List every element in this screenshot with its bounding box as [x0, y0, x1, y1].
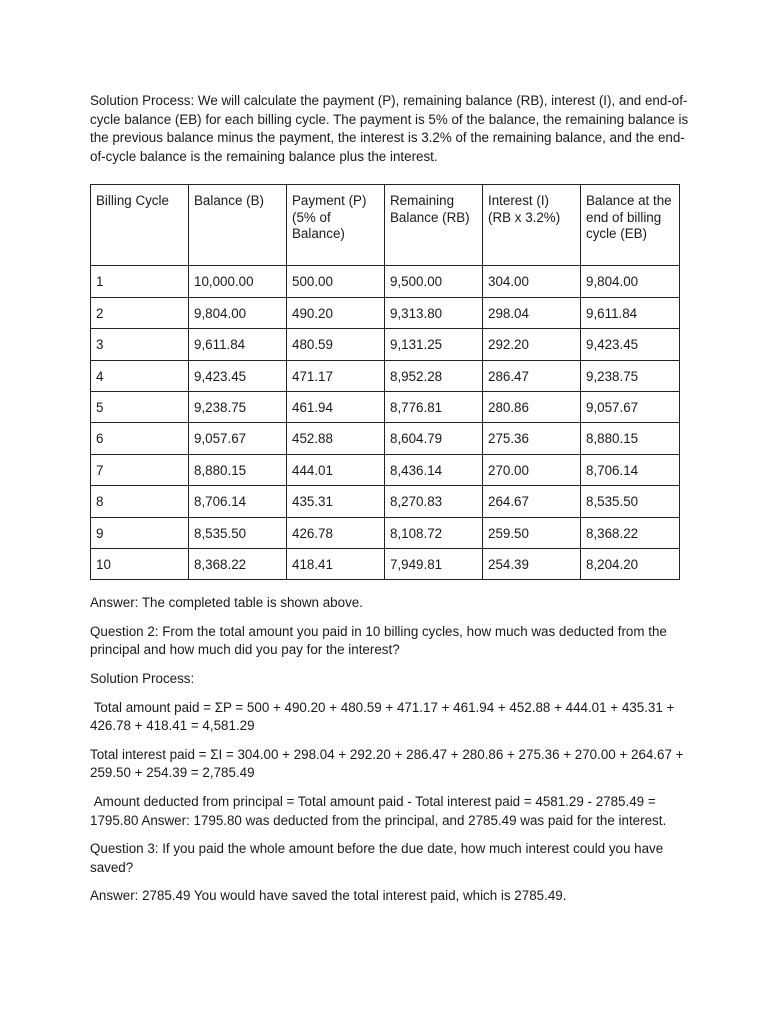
header-billing-cycle: Billing Cycle: [91, 185, 189, 266]
billing-table: [90, 184, 680, 580]
table-cell: 280.86: [483, 391, 581, 422]
table-cell: 444.01: [287, 454, 385, 485]
table-row: [91, 517, 680, 548]
table-cell: 9,131.25: [385, 329, 483, 360]
table-cell: 435.31: [287, 486, 385, 517]
table-row: [91, 329, 680, 360]
table-cell: 7,949.81: [385, 548, 483, 579]
total-paid-equation: Total amount paid = ΣP = 500 + 490.20 + 480.59 + 471.17 + 461.94 + 452.88 + 444.01 + 435.31 + 426.78 + 418.41 = 4,581.29: [90, 699, 679, 734]
header-remaining-balance: Remaining Balance (RB): [385, 185, 483, 266]
header-interest: Interest (I) (RB x 3.2%): [483, 185, 581, 266]
header-end-balance: Balance at the end of billing cycle (EB): [581, 185, 680, 266]
table-cell: 304.00: [483, 266, 581, 297]
table-cell: 8,270.83: [385, 486, 483, 517]
table-cell: 9,057.67: [581, 391, 680, 422]
table-cell: 10: [91, 548, 189, 579]
header-payment: Payment (P) (5% of Balance): [287, 185, 385, 266]
table-cell: 8,706.14: [189, 486, 287, 517]
table-cell: 500.00: [287, 266, 385, 297]
table-cell: 8,204.20: [581, 548, 680, 579]
table-cell: 254.39: [483, 548, 581, 579]
table-cell: 8,880.15: [581, 423, 680, 454]
answer-3: Answer: 2785.49 You would have saved the total interest paid, which is 2785.49.: [90, 888, 567, 904]
table-cell: 490.20: [287, 297, 385, 328]
table-cell: 8,952.28: [385, 360, 483, 391]
table-cell: 9,238.75: [189, 391, 287, 422]
table-row: [91, 297, 680, 328]
table-cell: 9,804.00: [189, 297, 287, 328]
table-cell: 9,423.45: [581, 329, 680, 360]
table-cell: 259.50: [483, 517, 581, 548]
table-cell: 8,535.50: [189, 517, 287, 548]
table-cell: 9,423.45: [189, 360, 287, 391]
intro-paragraph: Solution Process: We will calculate the payment (P), remaining balance (RB), interest (I), and end-of-cycle balance (EB) for each billing cycle. The payment is 5% of the balance, the remaining balance is the previous balance minus the payment, the interest is 3.2% of the remaining balance, and the end-of-cycle balance is the remaining balance plus the interest.: [90, 93, 689, 164]
table-cell: 5: [91, 391, 189, 422]
answer-1: Answer: The completed table is shown above.: [90, 595, 363, 611]
table-cell: 10,000.00: [189, 266, 287, 297]
table-cell: 461.94: [287, 391, 385, 422]
table-cell: 3: [91, 329, 189, 360]
principal-deducted-answer: Amount deducted from principal = Total amount paid - Total interest paid = 4581.29 - 2785.49 = 1795.80 Answer: 1795.80 was deducted from the principal, and 2785.49 was paid for the interest.: [90, 794, 667, 828]
table-cell: 9,238.75: [581, 360, 680, 391]
header-balance: Balance (B): [189, 185, 287, 266]
table-cell: 8,108.72: [385, 517, 483, 548]
table-cell: 9,611.84: [189, 329, 287, 360]
table-cell: 418.41: [287, 548, 385, 579]
table-cell: 8: [91, 486, 189, 517]
table-cell: 9,611.84: [581, 297, 680, 328]
table-cell: 275.36: [483, 423, 581, 454]
table-cell: 8,604.79: [385, 423, 483, 454]
table-cell: 6: [91, 423, 189, 454]
table-row: [91, 391, 680, 422]
table-row: [91, 548, 680, 579]
table-row: [91, 266, 680, 297]
table-cell: 471.17: [287, 360, 385, 391]
table-cell: 298.04: [483, 297, 581, 328]
table-cell: 8,880.15: [189, 454, 287, 485]
solution-label: Solution Process:: [90, 671, 195, 687]
table-cell: 452.88: [287, 423, 385, 454]
table-cell: 9,500.00: [385, 266, 483, 297]
table-cell: 8,706.14: [581, 454, 680, 485]
total-interest-equation: Total interest paid = ΣI = 304.00 + 298.04 + 292.20 + 286.47 + 280.86 + 275.36 + 270.00 + 264.67 + 259.50 + 254.39 = 2,785.49: [90, 746, 684, 781]
table-cell: 4: [91, 360, 189, 391]
table-cell: 292.20: [483, 329, 581, 360]
table-cell: 8,535.50: [581, 486, 680, 517]
table-header-row: [91, 185, 680, 266]
table-cell: 8,368.22: [189, 548, 287, 579]
table-cell: 480.59: [287, 329, 385, 360]
table-row: [91, 423, 680, 454]
question-2: Question 2: From the total amount you paid in 10 billing cycles, how much was deducted from the principal and how much did you pay for the interest?: [90, 623, 667, 658]
table-cell: 264.67: [483, 486, 581, 517]
table-cell: 7: [91, 454, 189, 485]
table-cell: 9,804.00: [581, 266, 680, 297]
table-cell: 9,313.80: [385, 297, 483, 328]
table-row: [91, 360, 680, 391]
question-3: Question 3: If you paid the whole amount before the due date, how much interest could you have saved?: [90, 841, 664, 875]
table-cell: 8,368.22: [581, 517, 680, 548]
table-cell: 8,776.81: [385, 391, 483, 422]
table-cell: 426.78: [287, 517, 385, 548]
table-row: [91, 486, 680, 517]
table-cell: 8,436.14: [385, 454, 483, 485]
table-cell: 9,057.67: [189, 423, 287, 454]
table-row: [91, 454, 680, 485]
table-cell: 1: [91, 266, 189, 297]
table-cell: 270.00: [483, 454, 581, 485]
table-cell: 9: [91, 517, 189, 548]
document-page: [90, 92, 690, 916]
table-cell: 2: [91, 297, 189, 328]
table-cell: 286.47: [483, 360, 581, 391]
